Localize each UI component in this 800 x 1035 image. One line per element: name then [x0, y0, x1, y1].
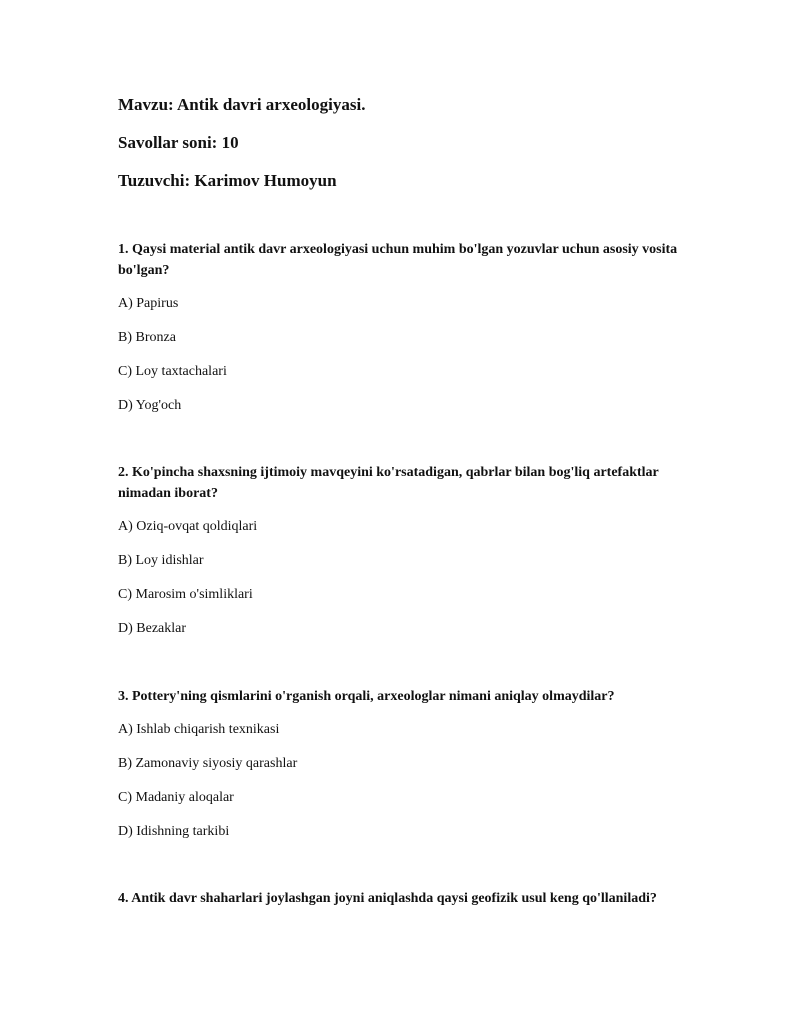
- question-2-option-b: B) Loy idishlar: [118, 553, 204, 568]
- question-1-text: 1. Qaysi material antik davr arxeologiyasi uchun muhim bo'lgan yozuvlar uchun asosiy vosita bo'lgan?: [118, 242, 678, 278]
- question-4-text: 4. Antik davr shaharlari joylashgan joyni aniqlashda qaysi geofizik usul keng qo'llaniladi?: [118, 891, 657, 906]
- question-1-option-a: A) Papirus: [118, 296, 179, 311]
- question-3-text: 3. Pottery'ning qismlarini o'rganish orqali, arxeologlar nimani aniqlay olmaydilar?: [118, 689, 615, 704]
- question-3-option-a: A) Ishlab chiqarish texnikasi: [118, 722, 280, 737]
- question-2-text: 2. Ko'pincha shaxsning ijtimoiy mavqeyini ko'rsatadigan, qabrlar bilan bog'liq artefaktlar nimadan iborat?: [118, 465, 659, 501]
- author-heading: Tuzuvchi: Karimov Humoyun: [118, 171, 337, 190]
- question-3-option-d: D) Idishning tarkibi: [118, 824, 230, 839]
- question-2-option-a: A) Oziq-ovqat qoldiqlari: [118, 519, 258, 534]
- question-2-option-c: C) Marosim o'simliklari: [118, 587, 253, 602]
- question-3-option-c: C) Madaniy aloqalar: [118, 790, 234, 805]
- question-2-option-d: D) Bezaklar: [118, 621, 187, 636]
- topic-heading: Mavzu: Antik davri arxeologiyasi.: [118, 95, 366, 114]
- question-1-option-d: D) Yog'och: [118, 398, 182, 413]
- question-count-heading: Savollar soni: 10: [118, 133, 239, 152]
- question-1-option-b: B) Bronza: [118, 330, 176, 345]
- question-1-option-c: C) Loy taxtachalari: [118, 364, 227, 379]
- question-3-option-b: B) Zamonaviy siyosiy qarashlar: [118, 756, 298, 771]
